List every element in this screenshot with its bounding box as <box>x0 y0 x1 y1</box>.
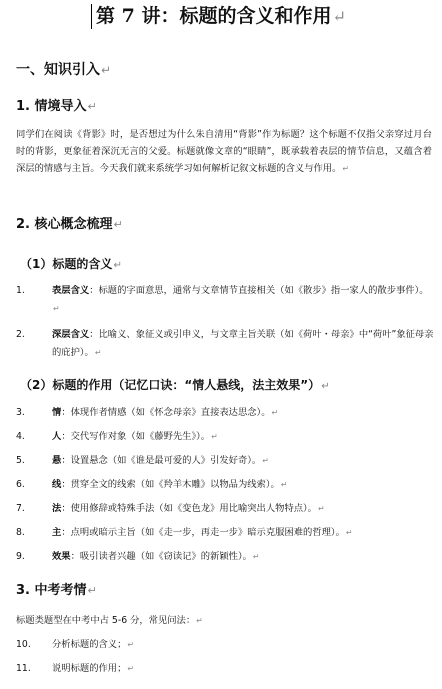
section-heading-intro: 一、知识引入↵ <box>16 62 111 78</box>
subheading-title-functions: （2）标题的作用（记忆口诀：“情人悬线，法主效果”）↵ <box>20 378 330 392</box>
subheading-core-concepts: 2. 核心概念梳理↵ <box>16 217 123 232</box>
exam-intro-paragraph: 标题类题型在中考中占 5-6 分，常见问法：↵ <box>16 615 203 626</box>
page-title: 第 7 讲：标题的含义和作用↵ <box>96 5 346 27</box>
subheading-scenario: 1. 情境导入↵ <box>16 99 97 114</box>
subheading-title-meaning: （1）标题的含义↵ <box>20 257 122 271</box>
document-page: 第 7 讲：标题的含义和作用↵ 一、知识引入↵ 1. 情境导入↵ 同学们在阅读《背影》时，是否想过为什么朱自清用“背影”作为标题？这个标题不仅指父亲穿过月台时的背影，更象征着深沉无言的父爱。标题就像文章的“眼睛”，既承载着表层的情节信息，又蕴含着深层的情感与主旨。今天我们就来系统学习如何解析记叙文标题的含义与作用。↵ 2. 核心概念梳理↵ （1）标题的含义↵ 1. 表层含义：标题的字面意思，通常与文章情节直接相关（如《散步》指一家人的散步事件）。↵ 2. 深层含义：比喻义、象征义或引申义，与文章主旨关联（如《荷叶・母亲》中“荷叶”象征母亲的庇护）。↵ （2）标题的作用（记忆口诀：“情人悬线，法主效果”）↵ 3. 情：体现作者情感（如《怀念母亲》直接表达思念）。↵ 4. 人：交代写作对象（如《藤野先生》）。↵ 5. 悬：设置悬念（如《谁是最可爱的人》引发好奇）。↵ 6. 线：贯穿全文的线索（如《羚羊木雕》以物品为线索）。↵ 7. 法：使用修辞或特殊手法（如《变色龙》用比喻突出人物特点）。↵ 8. 主：点明或暗示主旨（如《走一步，再走一步》暗示克服困难的哲理）。↵ 9. 效果：吸引读者兴趣（如《窃读记》的新颖性）。↵ 3. 中考考情↵ 标题类题型在中考中占 5-6 分，常见问法：↵ 10. 分析标题的含义；↵ 11. 说明标题的作用；↵ <box>0 0 442 689</box>
intro-paragraph: 同学们在阅读《背影》时，是否想过为什么朱自清用“背影”作为标题？这个标题不仅指父亲穿过月台时的背影，更象征着深沉无言的父爱。标题就像文章的“眼睛”，既承载着表层的情节信息，又蕴含着深层的情感与主旨。今天我们就来系统学习如何解析记叙文标题的含义与作用。↵ <box>16 129 432 174</box>
subheading-exam-trends: 3. 中考考情↵ <box>16 583 97 598</box>
